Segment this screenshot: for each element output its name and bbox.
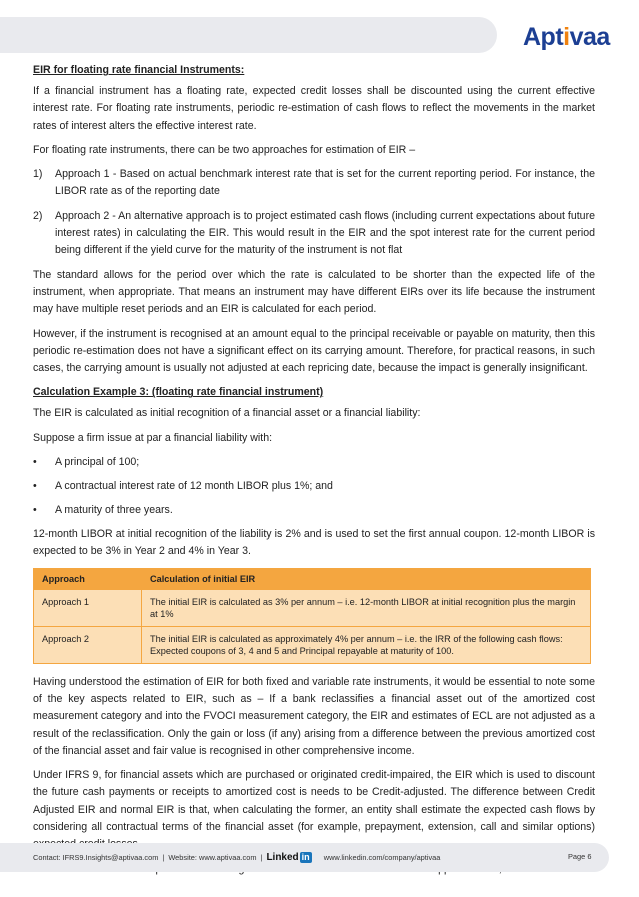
paragraph: Suppose a firm issue at par a financial liability with: bbox=[33, 431, 273, 444]
paragraph: For floating rate instruments, there can be two approaches for estimation of EIR – bbox=[33, 143, 416, 156]
table-cell: The initial EIR is calculated as 3% per annum – i.e. 12-month LIBOR at initial recognition plus the margin at 1% bbox=[142, 589, 591, 626]
linkedin-icon: Linked in bbox=[266, 852, 310, 863]
footer-contact[interactable]: Contact: IFRS9.Insights@aptivaa.com bbox=[33, 853, 159, 862]
list-item: 2) Approach 2 - An alternative approach is to project estimated cash flows (including current expectations about future interest rates) in calculating the EIR. This would result in the EIR and the spot interest rate for the current period being different if the yield curve for the maturity of the instrument is not flat bbox=[33, 209, 595, 257]
table-row bbox=[34, 589, 591, 626]
paragraph: The standard allows for the period over which the rate is calculated to be shorter than the expected life of the instrument, when appropriate. That means an instrument may have different EIRs over its life because the instrument may have multiple reset periods and an EIR is calculated for each period. bbox=[33, 268, 595, 316]
bullet-icon: • bbox=[33, 504, 37, 517]
paragraph: However, if the instrument is recognised at an amount equal to the principal receivable or payable on maturity, then this periodic re-estimation does not have a significant effect on its carrying amount. Therefore, for practical reasons, in such cases, the carrying amount is usually not adjusted at each repricing date, because the impact is generally insignificant. bbox=[33, 327, 595, 375]
table-header-cell: Calculation of initial EIR bbox=[142, 568, 591, 589]
table-header-row bbox=[34, 568, 591, 589]
paragraph: Under IFRS 9, for financial assets which are purchased or originated credit-impaired, the EIR which is used to discount the future cash payments or receipts to amortized cost is needs to be Credit-adjusted. The difference between Credit Adjusted EIR and normal EIR is that, when calculating the former, an entity shall estimate the expected cash flows by considering all contractual terms of the financial asset (for example, prepayment, extension, call and similar options) bbox=[33, 769, 595, 834]
table-cell: Approach 2 bbox=[34, 626, 142, 663]
section-title-floating-eir: EIR for floating rate financial Instruments: bbox=[33, 64, 245, 76]
eir-approach-table bbox=[33, 568, 591, 664]
table-cell: Approach 1 bbox=[34, 589, 142, 626]
document-body bbox=[33, 62, 595, 885]
table-cell: The initial EIR is calculated as approximately 4% per annum – i.e. the IRR of the following cash flows: Expected coupons of 3, 4 and 5 and Principal repayable at maturity of 100. bbox=[142, 626, 591, 663]
bullet-item: • A maturity of three years. bbox=[33, 504, 173, 517]
footer: Contact: IFRS9.Insights@aptivaa.com | Website: www.aptivaa.com | Linked in www.linkedin.com/company/aptivaa bbox=[33, 852, 441, 863]
bullet-item: • A principal of 100; bbox=[33, 456, 140, 469]
bullet-item: • A contractual interest rate of 12 month LIBOR plus 1%; and bbox=[33, 480, 333, 493]
paragraph: Having understood the estimation of EIR for both fixed and variable rate instruments, it would be essential to note some of the key aspects related to EIR, such as – If a bank reclassifies a financial asset out of the amortized cost measurement category and into the FVOCI measurement category, the EIR and estimates of ECL are not adjusted as a result of the reclassification. Only the gain or loss (if any) arising from a difference between the previous amortized cost of the financial asset and fair value is recognised in other comprehensive income. bbox=[33, 675, 595, 757]
page-number: Page 6 bbox=[568, 852, 592, 861]
footer-website[interactable]: Website: www.aptivaa.com bbox=[168, 853, 257, 862]
list-item: 1) Approach 1 - Based on actual benchmark interest rate that is set for the current reporting period. For instance, the LIBOR rate as of the reporting date bbox=[33, 168, 595, 198]
table-row bbox=[34, 626, 591, 663]
aptivaa-logo: Aptivaa bbox=[523, 23, 610, 51]
paragraph: If a financial instrument has a floating rate, expected credit losses shall be discounted using the current effective interest rate. For floating rate instruments, periodic re-estimation of cash flows to reflect the movements in the market rates of interest alters the effective interest rate. bbox=[33, 85, 595, 132]
paragraph: The EIR is calculated as initial recognition of a financial asset or a financial liability: bbox=[33, 407, 421, 420]
bullet-icon: • bbox=[33, 456, 37, 469]
bullet-icon: • bbox=[33, 480, 37, 493]
section-title-example: Calculation Example 3: (floating rate financial instrument) bbox=[33, 386, 324, 399]
footer-linkedin-url[interactable]: www.linkedin.com/company/aptivaa bbox=[323, 853, 441, 862]
paragraph: 12-month LIBOR at initial recognition of the liability is 2% and is used to set the first annual coupon. 12-month LIBOR is expected to be 3% in Year 2 and 4% in Year 3. bbox=[33, 528, 595, 558]
table-header-cell: Approach bbox=[34, 568, 142, 589]
header-bar bbox=[0, 17, 497, 53]
